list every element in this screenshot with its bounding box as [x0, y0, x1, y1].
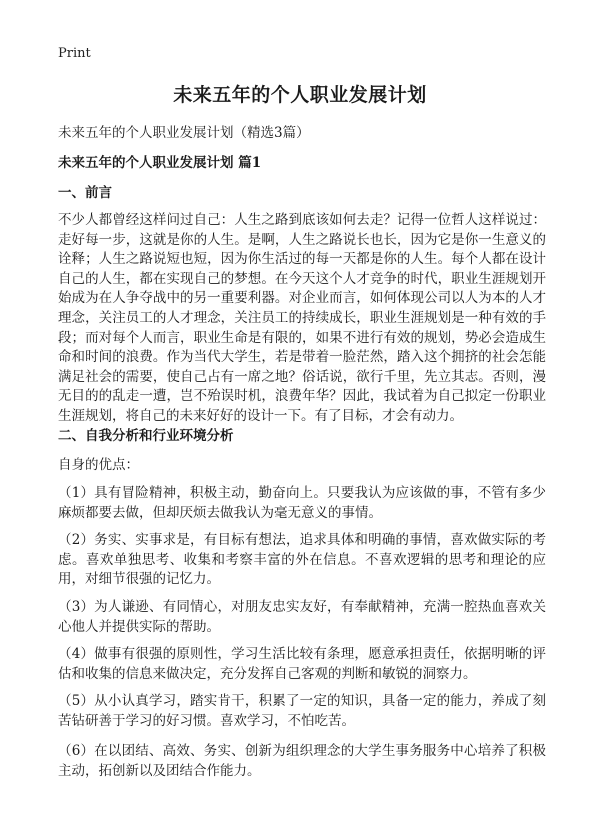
strength-item-5: （5）从小认真学习，踏实肯干，积累了一定的知识，具备一定的能力，养成了刻苦钻研善于学习的好习惯。喜欢学习，不怕吃苦。 — [58, 693, 546, 729]
strength-item-6: （6）在以团结、高效、务实、创新为组织理念的大学生事务服务中心培养了积极主动，拓创新以及团结合作能力。 — [58, 743, 546, 779]
strength-item-4: （4）做事有很强的原则性，学习生活比较有条理，愿意承担责任，依据明晰的评估和收集的信息来做决定，充分发挥自己客观的判断和敏锐的洞察力。 — [58, 646, 546, 682]
page-title: 未来五年的个人职业发展计划 — [173, 84, 427, 106]
strength-item-3: （3）为人谦逊、有同情心，对朋友忠实友好，有奉献精神，充满一腔热血喜欢关心他人并提供实际的帮助。 — [58, 599, 546, 635]
strength-item-1: （1）具有冒险精神，积极主动，勤奋向上。只要我认为应该做的事，不管有多少麻烦都要去做，但却厌烦去做我认为毫无意义的事情。 — [58, 485, 546, 521]
section-heading-preface: 一、前言 — [58, 185, 112, 201]
section-heading-analysis: 二、自我分析和行业环境分析 — [58, 428, 234, 444]
preface-paragraph: 不少人都曾经这样问过自己：人生之路到底该如何去走？记得一位哲人这样说过：走好每一步，这就是你的人生。是啊，人生之路说长也长，因为它是你一生意义的诠释；人生之路说短也短，因为你生活过的每一天都是你的人生。每个人都在设计自己的人生，都在实现自己的梦想。在今天这个人才竞争的时代，职业生涯规划开始成为在人争夺战中的另一重要利器。对企业而言，如何体现公司以人为本的人才理念，关注员工的人才理念，关注员工的持续成长，职业生涯规划是一种有效的手段；而对每个人而言，职业生命是有限的，如果不进行有效的规划，势必会造成生命和时间的浪费。作为当代大学生，若是带着一脸茫然，踏入这个拥挤的社会怎能满足社会的需要，使自己占有一席之地？俗话说，欲行千里，先立其志。否则，漫无目的的乱走一遭，岂不殆误时机，浪费年华？因此，我试着为自己拟定一份职业生涯规划，将自己的未来好好的设计一下。有了目标，才会有动力。 — [58, 212, 546, 424]
article-heading: 未来五年的个人职业发展计划 篇1 — [58, 155, 262, 171]
document-subtitle: 未来五年的个人职业发展计划（精选3篇） — [58, 125, 310, 141]
strength-item-2: （2）务实、实事求是，有目标有想法，追求具体和明确的事情，喜欢做实际的考虑。喜欢单独思考、收集和考察丰富的外在信息。不喜欢逻辑的思考和理论的应用，对细节很强的记忆力。 — [58, 532, 546, 588]
strengths-label: 自身的优点： — [58, 457, 139, 473]
print-link[interactable]: Print — [58, 46, 91, 61]
